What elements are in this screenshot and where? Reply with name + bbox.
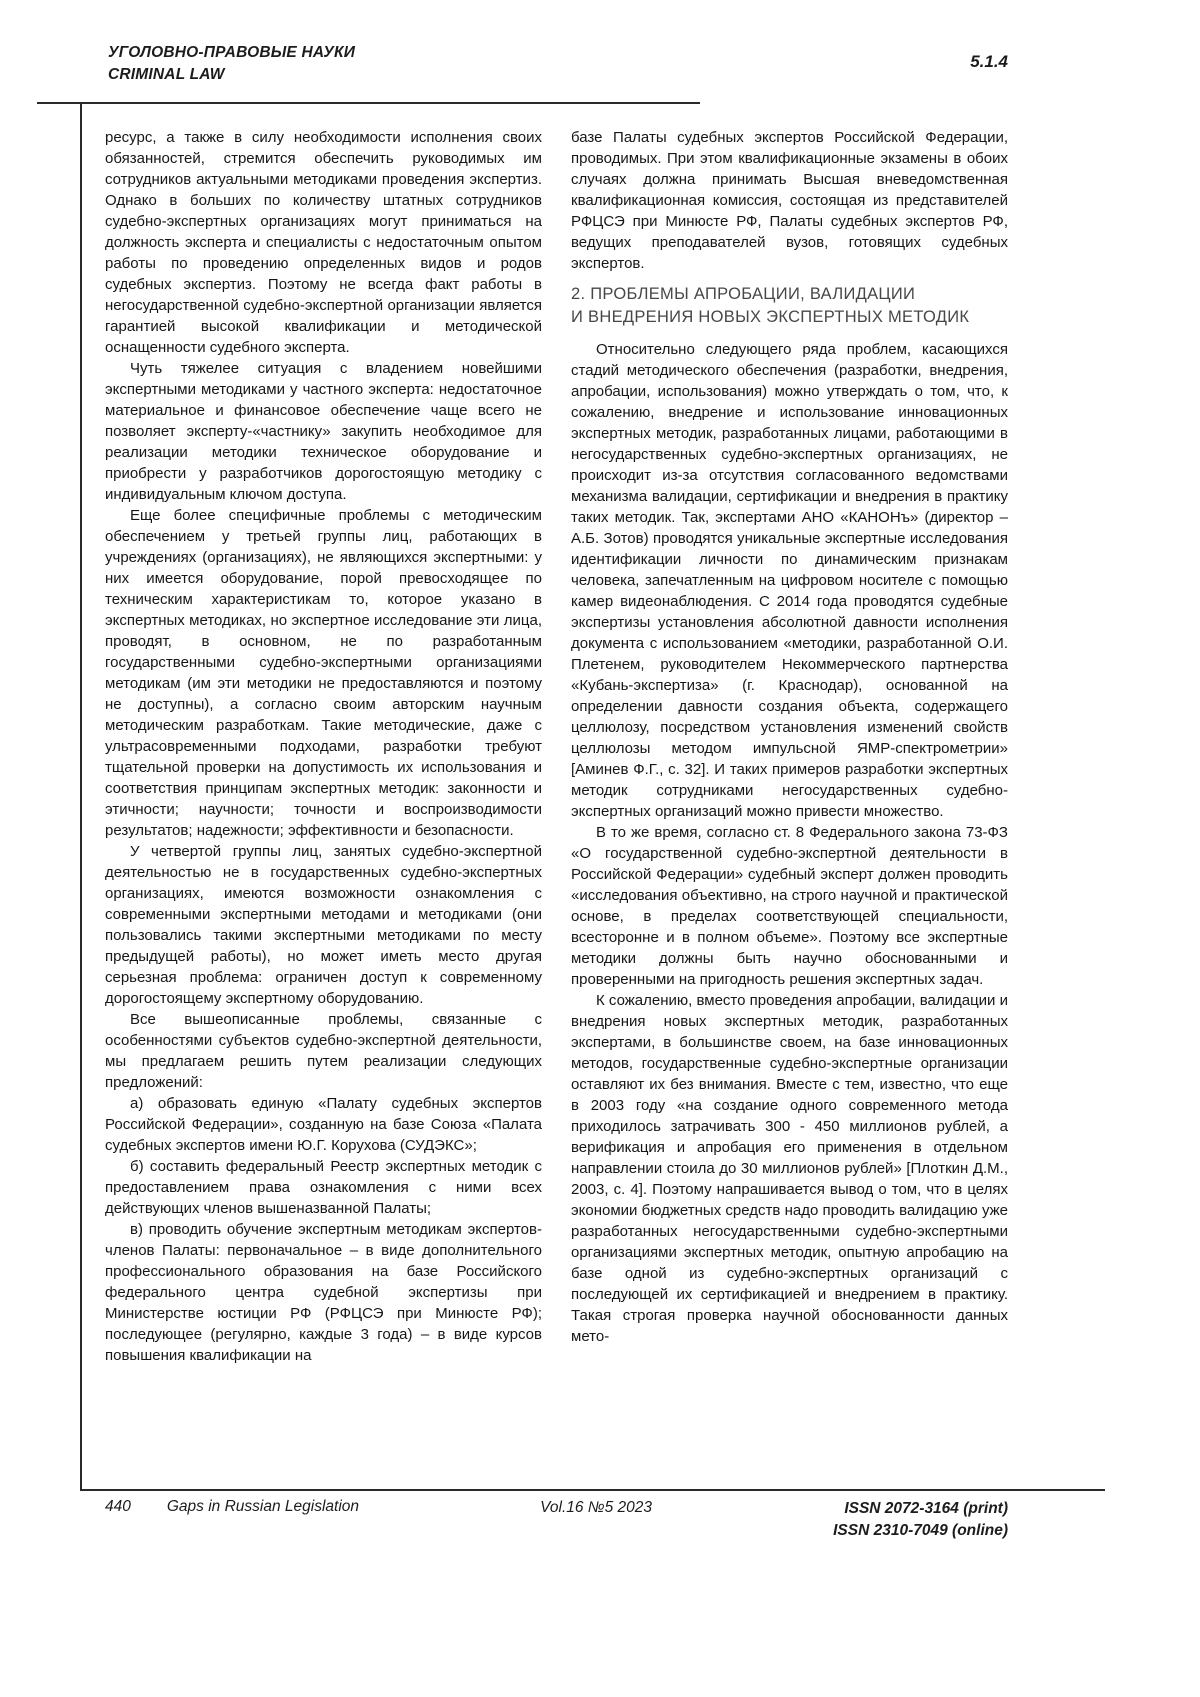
paragraph: Еще более специфичные проблемы с методическим обеспечением у третьей группы лиц, работающих в учреждениях (организациях), не являющихся экспертными: у них имеется оборудование, порой превосходящее по техническим характеристикам то, которое указано в экспертных методиках, но экспертное исследование эти лица, проводят, в основном, не по разработанным государственными судебно-экспертными организациями методикам (им эти методики не предоставляются и поэтому не доступны), а согласно своим авторским научным методическим разработкам. Такие методические, даже с ультрасовременными подходами, разработки требуют тщательной проверки на допустимость их использования и соответствия принципам экспертных методик: законности и этичности; научности; точности и воспроизводимости результатов; надежности; эффективности и безопасности. <box>105 507 542 839</box>
paragraph: У четвертой группы лиц, занятых судебно-экспертной деятельностью не в государственных судебно-экспертных организациях, имеются возможности ознакомления с современными экспертными методами и методиками (они пользовались такими экспертными методиками по месту предыдущей работы), но может иметь место другая серьезная проблема: ограничен доступ к современному дорогостоящему экспертному оборудованию. <box>105 843 542 1007</box>
journal-title: Gaps in Russian Legislation <box>166 1498 360 1515</box>
page-header <box>108 42 355 86</box>
paragraph-list-item-b: б) составить федеральный Реестр экспертных методик с предоставлением права ознакомления с ними всех действующих членов вышеназванной Палаты; <box>105 1158 542 1217</box>
page-number: 440 <box>105 1498 131 1515</box>
page-footer <box>105 1498 1008 1542</box>
section-heading <box>571 283 1008 329</box>
section-heading-line-2: И ВНЕДРЕНИЯ НОВЫХ ЭКСПЕРТНЫХ МЕТОДИК <box>571 308 970 326</box>
right-column <box>571 127 1008 1366</box>
left-column <box>105 127 542 1366</box>
footer-rule <box>80 1489 1105 1491</box>
article-body <box>105 127 1008 1366</box>
left-margin-rule <box>80 102 82 1490</box>
classification-code: 5.1.4 <box>970 52 1008 71</box>
issn-online: ISSN 2310-7049 (online) <box>833 1522 1008 1539</box>
rubric-title-ru: УГОЛОВНО-ПРАВОВЫЕ НАУКИ <box>108 44 356 61</box>
paragraph-list-item-v: в) проводить обучение экспертным методикам экспертов-членов Палаты: первоначальное – в виде дополнительного профессионального образования на базе Российского федерального центра судебной экспертизы при Министерстве юстиции РФ (РФЦСЭ при Минюсте РФ); последующее (регулярно, каждые 3 года) – в виде курсов повышения квалификации на <box>105 1221 542 1364</box>
issn-print: ISSN 2072-3164 (print) <box>844 1500 1008 1517</box>
volume-issue: Vol.16 №5 2023 <box>540 1499 653 1516</box>
header-rule <box>37 102 700 104</box>
paragraph: базе Палаты судебных экспертов Российской Федерации, проводимых. При этом квалификационные экзамены в обоих случаях должна принимать Высшая вневедомственная квалификационная комиссия, состоящая из представителей РФЦСЭ при Минюсте РФ, Палаты судебных экспертов РФ, ведущих преподавателей вузов, готовящих судебных экспертов. <box>571 129 1008 272</box>
paragraph: Все вышеописанные проблемы, связанные с особенностями субъектов судебно-экспертной деятельности, мы предлагаем решить путем реализации следующих предложений: <box>105 1011 542 1091</box>
paragraph: Относительно следующего ряда проблем, касающихся стадий методического обеспечения (разработки, внедрения, апробации, использования) можно утверждать о том, что, к сожалению, внедрение и использование инновационных экспертных методик, разработанных лицами, работающими в негосударственных судебно-экспертных организациях, не происходит из-за отсутствия согласованного ведомствами механизма валидации, сертификации и внедрения в практику таких методик. Так, экспертами АНО «КАНОНъ» (директор – А.Б. Зотов) проводятся уникальные экспертные исследования идентификации личности по динамическим признакам человека, запечатленным на цифровом носителе с помощью камер видеонаблюдения. С 2014 года проводятся судебные экспертизы установления абсолютной давности исполнения документа с использованием «методики, разработанной О.И. Плетенем, руководителем Некоммерческого партнерства «Кубань-экспертиза» (г. Краснодар), основанной на определении давности создания объекта, содержащего целлюлозу, посредством установления изменений свойств целлюлозы методом импульсной ЯМР-спектрометрии» [Аминев Ф.Г., с. 32]. И таких примеров разработки экспертных методик сотрудниками негосударственных судебно-экспертных организаций можно привести множество. <box>571 341 1008 820</box>
footer-left-block <box>105 1498 359 1516</box>
paragraph: ресурс, а также в силу необходимости исполнения своих обязанностей, стремится обеспечить руководимых им сотрудников актуальными методиками проведения экспертиз. Однако в больших по количеству штатных сотрудников судебно-экспертных организациях могут приниматься на должность эксперта и специалисты с недостаточным опытом работы по проведению определенных видов и родов судебных экспертиз. Поэтому не всегда факт работы в негосударственной судебно-экспертной организации является гарантией высокой квалификации и методической оснащенности судебного эксперта. <box>105 129 542 356</box>
paragraph: Чуть тяжелее ситуация с владением новейшими экспертными методиками у частного эксперта: недостаточное материальное и финансовое обеспечение чаще всего не позволяет эксперту-«частнику» закупить необходимое для реализации методики техническое оборудование и приобрести у разработчиков дорогостоящую методику с индивидуальным ключом доступа. <box>105 360 542 503</box>
section-heading-line-1: 2. ПРОБЛЕМЫ АПРОБАЦИИ, ВАЛИДАЦИИ <box>571 285 916 303</box>
rubric-title-en: CRIMINAL LAW <box>108 66 225 83</box>
issn-block <box>833 1498 1008 1542</box>
paragraph-list-item-a: а) образовать единую «Палату судебных экспертов Российской Федерации», созданную на базе Союза «Палата судебных экспертов имени Ю.Г. Корухова (СУДЭКС»; <box>105 1095 542 1154</box>
paragraph: В то же время, согласно ст. 8 Федерального закона 73-ФЗ «О государственной судебно-экспертной деятельности в Российской Федерации» судебный эксперт должен проводить «исследования объективно, на строго научной и практической основе, в пределах соответствующей специальности, всесторонне и в полном объеме». Поэтому все экспертные методики должны быть научно обоснованными и проверенными на пригодность решения экспертных задач. <box>571 824 1008 988</box>
paragraph: К сожалению, вместо проведения апробации, валидации и внедрения новых экспертных методик, разработанных экспертами, в большинстве своем, на базе инновационных методов, государственные судебно-экспертные организации оставляют их без внимания. Вместе с тем, известно, что еще в 2003 году «на создание одного современного метода приходилось затрачивать 300 - 450 миллионов рублей, а верификация и апробация его применения в отдельном направлении стоила до 30 миллионов рублей» [Плоткин Д.М., 2003, с. 4]. Поэтому напрашивается вывод о том, что в целях экономии бюджетных средств надо проводить валидацию уже разработанных негосударственными судебно-экспертными организациями экспертных методик, опытную апробацию на базе одной из судебно-экспертных организаций с последующей их сертификацией и внедрением в практику. Такая строгая проверка научной обоснованности данных мето- <box>571 992 1008 1345</box>
